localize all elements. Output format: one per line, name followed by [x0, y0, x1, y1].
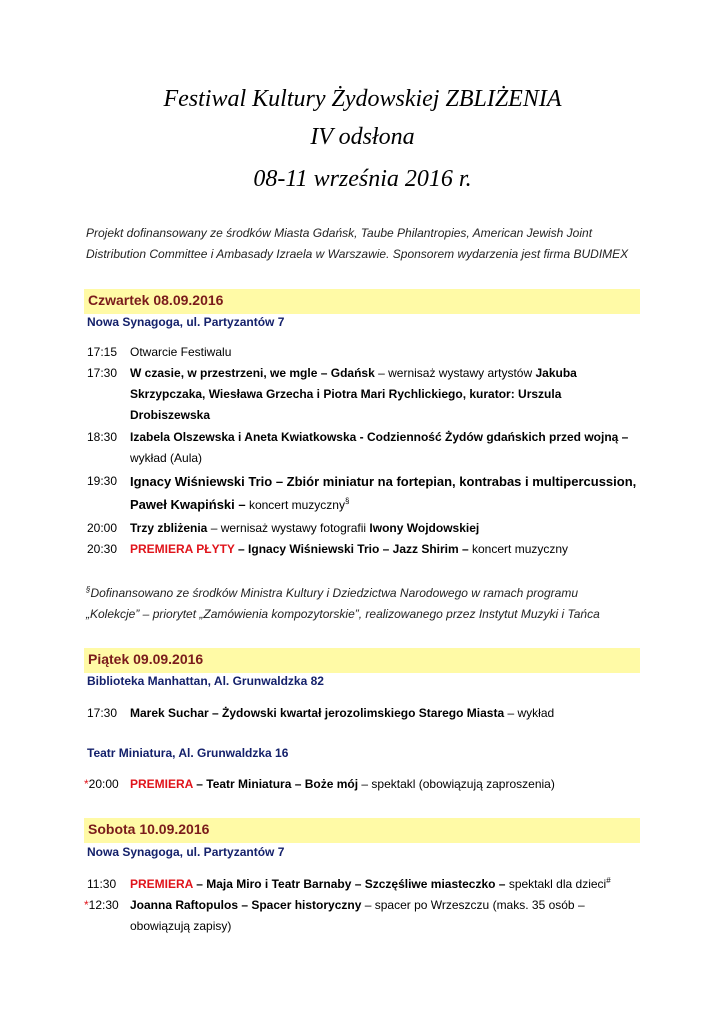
event-title: Izabela Olszewska i Aneta Kwiatkowska - Codzienność Żydów gdańskich przed wojną –	[130, 430, 629, 444]
footnote	[86, 583, 656, 625]
event-description	[130, 774, 650, 795]
event-title: Trzy zbliżenia	[130, 521, 208, 535]
premiere-label: PREMIERA	[130, 777, 193, 791]
event-type: wykład (Aula)	[130, 451, 203, 465]
event-title: – Teatr Miniatura – Boże mój	[192, 777, 359, 791]
event-description	[130, 470, 650, 517]
event-description	[130, 363, 650, 426]
event-time: 17:30	[87, 706, 118, 720]
event-time: 19:30	[87, 474, 118, 488]
event-description	[130, 703, 650, 724]
footnote-marker: §	[86, 585, 91, 594]
funding-note-line: Distribution Committee i Ambasady Izraela w Warszawie. Sponsorem wydarzenia jest firma BUDIMEX	[86, 247, 629, 261]
event-type: spektakl dla dzieci	[505, 877, 607, 891]
venue-nowa-synagoga: Nowa Synagoga, ul. Partyzantów 7	[87, 845, 285, 859]
premiere-label: PREMIERA	[130, 877, 193, 891]
event-type: – spektakl (obowiązują zaproszenia)	[358, 777, 555, 791]
event-title: – Ignacy Wiśniewski Trio – Jazz Shirim –	[234, 542, 469, 556]
event-title: Joanna Raftopulos – Spacer historyczny	[130, 898, 362, 912]
day-label-friday: Piątek 09.09.2016	[88, 651, 204, 667]
event-artists: Jakuba	[535, 366, 577, 380]
event-time: 18:30	[87, 430, 118, 444]
event-type: – wernisaż wystawy artystów	[374, 366, 536, 380]
event-title: Ignacy Wiśniewski Trio – Zbiór miniatur na fortepian, kontrabas i multipercussion,	[130, 474, 637, 489]
event-artists: Skrzypczaka, Wiesława Grzecha i Piotra Mari Rychlickiego, kurator: Urszula	[130, 387, 562, 401]
event-time: 17:15	[87, 345, 118, 359]
event-time	[84, 895, 132, 916]
event-description	[130, 427, 650, 469]
event-artist: Iwony Wojdowskiej	[369, 521, 480, 535]
event-type: – spacer po Wrzeszczu (maks. 35 osób –	[361, 898, 585, 912]
event-time: 20:00	[87, 521, 118, 535]
footnote-line: „Kolekcje” – priorytet „Zamówienia kompozytorskie”, realizowanego przez Instytut Muzyki i Tańca	[86, 607, 600, 621]
festival-dates: 08-11 września 2016 r.	[253, 166, 472, 192]
invitation-marker: *	[84, 777, 89, 791]
event-time-value: 20:00	[88, 777, 119, 791]
funding-note	[86, 223, 656, 265]
event-time: 20:30	[87, 542, 118, 556]
event-type: – wernisaż wystawy fotografii	[207, 521, 370, 535]
event-type: koncert muzyczny	[468, 542, 569, 556]
event-title: W czasie, w przestrzeni, we mgle – Gdańsk	[130, 366, 375, 380]
event-type: obowiązują zapisy)	[130, 919, 232, 933]
day-label-saturday: Sobota 10.09.2016	[88, 821, 210, 837]
invitation-marker: *	[84, 898, 89, 912]
venue-nowa-synagoga: Nowa Synagoga, ul. Partyzantów 7	[87, 315, 285, 329]
event-time-value: 12:30	[88, 898, 119, 912]
festival-edition: IV odsłona	[310, 124, 415, 150]
event-type: – wykład	[504, 706, 555, 720]
footnote-line	[86, 583, 656, 604]
event-description	[130, 874, 650, 895]
venue-teatr-miniatura: Teatr Miniatura, Al. Grunwaldzka 16	[87, 746, 289, 760]
event-time	[84, 774, 132, 795]
event-artist: Paweł Kwapiński –	[130, 497, 246, 512]
premiere-label: PREMIERA PŁYTY	[130, 542, 235, 556]
event-time: 11:30	[87, 877, 117, 891]
footnote-text: Dofinansowano ze środków Ministra Kultury i Dziedzictwa Narodowego w ramach programu	[90, 586, 578, 600]
event-type: koncert muzyczny	[245, 498, 345, 512]
footnote-marker: #	[606, 876, 611, 885]
event-title: Marek Suchar – Żydowski kwartał jerozolimskiego Starego Miasta	[130, 706, 505, 720]
event-title: – Maja Miro i Teatr Barnaby – Szczęśliwe miasteczko –	[192, 877, 506, 891]
day-label-thursday: Czwartek 08.09.2016	[88, 292, 224, 308]
event-description	[130, 518, 650, 539]
festival-title: Festiwal Kultury Żydowskiej ZBLIŻENIA	[163, 86, 562, 112]
event-time: 17:30	[87, 366, 118, 380]
event-description: Otwarcie Festiwalu	[130, 345, 232, 359]
funding-note-line: Projekt dofinansowany ze środków Miasta Gdańsk, Taube Philantropies, American Jewish Joint	[86, 226, 593, 240]
footnote-marker: §	[344, 496, 350, 506]
venue-biblioteka-manhattan: Biblioteka Manhattan, Al. Grunwaldzka 82	[87, 674, 324, 688]
event-artists: Drobiszewska	[130, 408, 211, 422]
event-description	[130, 895, 650, 937]
event-description	[130, 539, 650, 560]
